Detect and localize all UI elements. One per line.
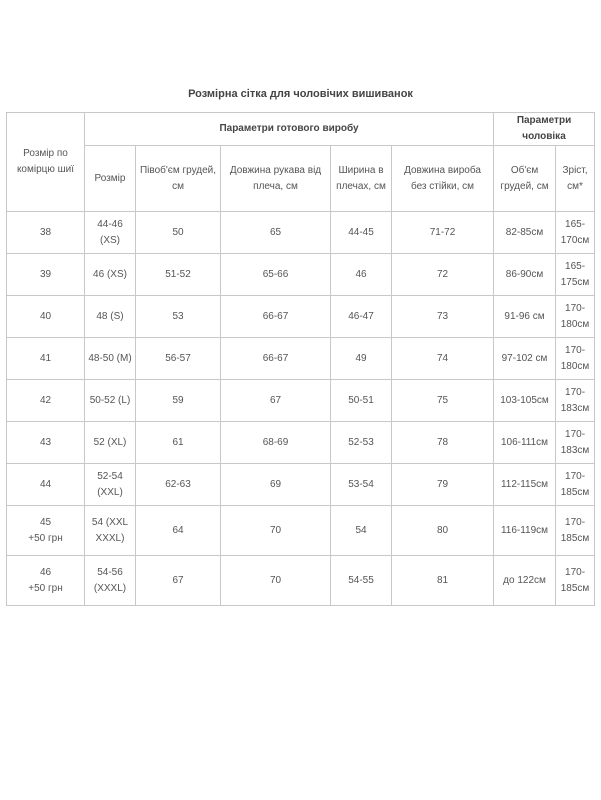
size-cell: 50-52 (L) [85,380,136,422]
shoulders-cell: 44-45 [331,212,392,254]
shoulders-cell: 53-54 [331,464,392,506]
table-row [7,380,595,422]
sleeve-cell: 66-67 [221,296,331,338]
length-cell: 81 [392,556,494,606]
sleeve-cell: 65 [221,212,331,254]
table-row [7,422,595,464]
column-header: Розмір [85,146,136,212]
length-cell: 71-72 [392,212,494,254]
table-row [7,296,595,338]
sleeve-cell: 70 [221,506,331,556]
collar-cell: 43 [7,422,85,464]
table-row [7,506,595,556]
shoulders-cell: 54 [331,506,392,556]
sleeve-cell: 67 [221,380,331,422]
chest-cell: 97-102 см [494,338,556,380]
half-chest-cell: 51-52 [136,254,221,296]
collar-cell: 42 [7,380,85,422]
half-chest-cell: 50 [136,212,221,254]
header-row-groups [7,113,595,146]
length-cell: 78 [392,422,494,464]
chest-cell: 106-111см [494,422,556,464]
half-chest-cell: 67 [136,556,221,606]
size-cell: 52 (XL) [85,422,136,464]
chest-cell: 103-105см [494,380,556,422]
collar-cell: 41 [7,338,85,380]
table-row [7,464,595,506]
column-header: Об'єм грудей, см [494,146,556,212]
column-header: Зріст, см* [556,146,595,212]
height-cell: 165-170см [556,212,595,254]
shoulders-cell: 52-53 [331,422,392,464]
collar-value: 46 [39,566,52,578]
group-header-person: Параметри чоловіка [494,113,595,146]
chest-cell: 86-90см [494,254,556,296]
sleeve-cell: 69 [221,464,331,506]
size-cell: 54 (XXL XXXL) [85,506,136,556]
height-cell: 170-185см [556,506,595,556]
column-header: Півоб'єм грудей, см [136,146,221,212]
table-row [7,212,595,254]
collar-surcharge: +50 грн [28,532,63,544]
collar-cell [7,556,85,606]
height-cell: 170-183см [556,422,595,464]
table-row [7,338,595,380]
chest-cell: 82-85см [494,212,556,254]
height-cell: 165-175см [556,254,595,296]
sleeve-cell: 66-67 [221,338,331,380]
length-cell: 74 [392,338,494,380]
length-cell: 80 [392,506,494,556]
sleeve-cell: 68-69 [221,422,331,464]
collar-cell: 38 [7,212,85,254]
height-cell: 170-180см [556,338,595,380]
size-table [6,112,595,606]
column-header: Довжина вироба без стійки, см [392,146,494,212]
size-cell: 44-46 (XS) [85,212,136,254]
size-cell: 46 (XS) [85,254,136,296]
column-header: Довжина рукава від плеча, см [221,146,331,212]
length-cell: 79 [392,464,494,506]
page-title: Розмірна сітка для чоловічих вишиванок [188,88,413,100]
chest-cell: 112-115см [494,464,556,506]
collar-cell: 40 [7,296,85,338]
length-cell: 75 [392,380,494,422]
collar-cell [7,506,85,556]
table-row [7,254,595,296]
height-cell: 170-185см [556,464,595,506]
chest-cell: 91-96 см [494,296,556,338]
size-cell: 48-50 (M) [85,338,136,380]
sleeve-cell: 70 [221,556,331,606]
shoulders-cell: 46 [331,254,392,296]
length-cell: 72 [392,254,494,296]
chest-cell: 116-119см [494,506,556,556]
collar-cell: 39 [7,254,85,296]
group-header-product: Параметри готового виробу [85,113,494,146]
shoulders-cell: 49 [331,338,392,380]
collar-header: Розмір по комірцю шиї [7,113,85,212]
shoulders-cell: 46-47 [331,296,392,338]
table-row [7,556,595,606]
height-cell: 170-180см [556,296,595,338]
size-cell: 52-54 (XXL) [85,464,136,506]
half-chest-cell: 64 [136,506,221,556]
length-cell: 73 [392,296,494,338]
height-cell: 170-185см [556,556,595,606]
half-chest-cell: 59 [136,380,221,422]
header-row-columns [7,146,595,212]
collar-surcharge: +50 грн [28,582,63,594]
size-cell: 54-56 (XXXL) [85,556,136,606]
half-chest-cell: 56-57 [136,338,221,380]
chest-cell: до 122см [494,556,556,606]
collar-value: 45 [39,516,52,528]
half-chest-cell: 61 [136,422,221,464]
column-header: Ширина в плечах, см [331,146,392,212]
shoulders-cell: 54-55 [331,556,392,606]
height-cell: 170-183см [556,380,595,422]
half-chest-cell: 53 [136,296,221,338]
size-cell: 48 (S) [85,296,136,338]
collar-cell: 44 [7,464,85,506]
half-chest-cell: 62-63 [136,464,221,506]
shoulders-cell: 50-51 [331,380,392,422]
sleeve-cell: 65-66 [221,254,331,296]
